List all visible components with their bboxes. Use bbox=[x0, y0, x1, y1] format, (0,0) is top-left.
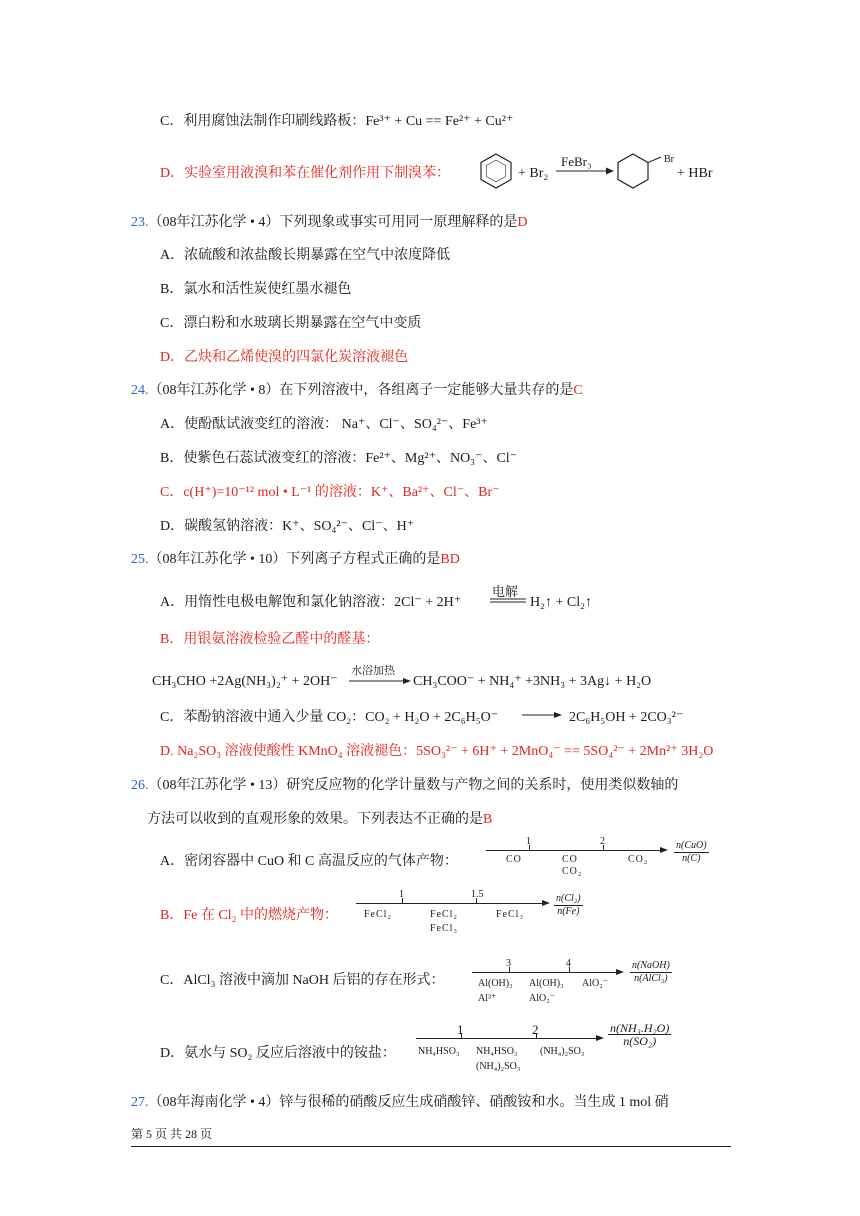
q27-stem-text: （08年海南化学 • 4）锌与很稀的硝酸反应生成硝酸锌、硝酸铵和水。当生成 1 mol 硝 bbox=[148, 1095, 669, 1110]
tick-label: 3 bbox=[506, 958, 511, 969]
q25-b-eq-left: CH₃CHO +2Ag(NH₃)₂⁺ + 2OH⁻ bbox=[152, 674, 338, 689]
q25-answer: BD bbox=[440, 552, 460, 567]
q22-d-reagent: + Br₂ bbox=[518, 166, 549, 181]
q25-number: 25. bbox=[131, 552, 149, 567]
axis-ratio-label bbox=[608, 1022, 671, 1047]
q25-option-c-left: C．苯酚钠溶液中通入少量 CO₂：CO₂ + H₂O + 2C₆H₅O⁻ bbox=[160, 710, 499, 725]
tick-label: 1 bbox=[399, 889, 404, 900]
q24-stem bbox=[131, 381, 583, 401]
q26-stem-text-2: 方法可以收到的直观形象的效果。下列表达不正确的是 bbox=[147, 812, 483, 827]
reaction-arrow-icon bbox=[556, 166, 614, 176]
q24-option-d: D．碳酸氢钠溶液：K⁺、SO₄²⁻、Cl⁻、H⁺ bbox=[160, 519, 415, 534]
q22-d-catalyst: FeBr₃ bbox=[561, 154, 592, 169]
benzene-ring-icon bbox=[478, 151, 514, 191]
footer-divider bbox=[131, 1146, 731, 1147]
q25-a-condition: 电解 bbox=[492, 584, 519, 599]
q24-option-b: B．使紫色石蕊试液变红的溶液：Fe²⁺、Mg²⁺、NO₃⁻、Cl⁻ bbox=[160, 451, 518, 466]
region-label: FeCl₂ bbox=[364, 909, 392, 920]
axis-ratio-label bbox=[630, 960, 672, 985]
region-label: CO bbox=[562, 854, 578, 865]
q23-number: 23. bbox=[131, 215, 149, 230]
tick-label: 2 bbox=[600, 836, 605, 847]
ratio-denominator: n(SO₂) bbox=[623, 1034, 657, 1048]
q25-option-a-left: A．用惰性电极电解饱和氯化钠溶液：2Cl⁻ + 2H⁺ bbox=[160, 595, 462, 610]
axis-ratio-label bbox=[674, 840, 709, 865]
q24-option-c: C．c(H⁺)=10⁻¹² mol • L⁻¹ 的溶液：K⁺、Ba²⁺、Cl⁻、Br⁻ bbox=[160, 485, 500, 500]
region-label: AlO₂⁻ bbox=[529, 993, 555, 1004]
tick-label: 1 bbox=[457, 1022, 464, 1037]
reaction-arrow-icon bbox=[349, 677, 411, 685]
q26-option-c-label: C．AlCl₃ 溶液中滴加 NaOH 后铝的存在形式： bbox=[160, 973, 445, 988]
ratio-numerator: n(NH₃.H₂O) bbox=[610, 1021, 670, 1035]
q23-answer: D bbox=[517, 215, 528, 230]
q27-stem bbox=[131, 1093, 669, 1113]
region-label: CO₂ bbox=[562, 866, 583, 877]
q24-number: 24. bbox=[131, 383, 149, 398]
q24-stem-text: （08年江苏化学 • 8）在下列溶液中，各组离子一定能够大量共存的是 bbox=[148, 383, 574, 398]
region-label: (NH₄)₂SO₃ bbox=[476, 1061, 521, 1072]
ratio-numerator: n(NaOH) bbox=[632, 960, 670, 971]
q26-stem-line2 bbox=[147, 810, 492, 830]
ratio-numerator: n(CuO) bbox=[676, 840, 707, 851]
q25-b-eq-condition: 水浴加热 bbox=[351, 665, 395, 677]
q24-option-a: A．使酚酞试液变红的溶液： Na⁺、Cl⁻、SO₄²⁻、Fe³⁺ bbox=[160, 417, 488, 432]
q23-option-c: C．漂白粉和水玻璃长期暴露在空气中变质 bbox=[160, 316, 422, 331]
tick-label: 1 bbox=[526, 836, 531, 847]
q25-stem bbox=[131, 550, 460, 570]
q22-d-product: + HBr bbox=[677, 166, 713, 181]
region-label: FeCl₃ bbox=[430, 923, 458, 934]
q26-option-b-label: B．Fe 在 Cl₂ 中的燃烧产物： bbox=[160, 908, 338, 923]
q25-option-a-right: H₂↑ + Cl₂↑ bbox=[530, 595, 592, 610]
region-label: Al(OH)₃ bbox=[529, 978, 564, 989]
tick-label: 1.5 bbox=[471, 889, 484, 900]
q26-number: 26. bbox=[131, 778, 149, 793]
region-label: CO₂ bbox=[628, 854, 649, 865]
q25-stem-text: （08年江苏化学 • 10）下列离子方程式正确的是 bbox=[148, 552, 441, 567]
q26-stem-text: （08年江苏化学 • 13）研究反应物的化学计量数与产物之间的关系时，使用类似数轴的 bbox=[148, 778, 679, 793]
q22-option-c: C．利用腐蚀法制作印刷线路板：Fe³⁺ + Cu == Fe²⁺ + Cu²⁺ bbox=[160, 114, 514, 129]
q23-option-b: B．氯水和活性炭使红墨水褪色 bbox=[160, 282, 352, 297]
q24-answer: C bbox=[573, 383, 583, 398]
ratio-numerator: n(Cl₂) bbox=[556, 893, 581, 904]
q26-option-a-label: A．密闭容器中 CuO 和 C 高温反应的气体产物： bbox=[160, 854, 458, 869]
axis-ratio-label bbox=[554, 893, 583, 918]
region-label: FeCl₃ bbox=[496, 909, 524, 920]
q27-number: 27. bbox=[131, 1095, 149, 1110]
q23-stem-text: （08年江苏化学 • 4）下列现象或事实可用同一原理解释的是 bbox=[148, 215, 518, 230]
reaction-arrow-icon bbox=[522, 711, 562, 719]
q23-stem bbox=[131, 213, 528, 233]
region-label: CO bbox=[506, 854, 522, 865]
q23-option-a: A．浓硫酸和浓盐酸长期暴露在空气中浓度降低 bbox=[160, 248, 451, 263]
region-label: AlO₂⁻ bbox=[582, 978, 608, 989]
q25-option-d: D. Na₂SO₃ 溶液使酸性 KMnO₄ 溶液褪色：5SO₃²⁻ + 6H⁺ + 2MnO₄⁻ == 5SO₄²⁻ + 2Mn²⁺ 3H₂O bbox=[160, 744, 714, 759]
ratio-denominator: n(AlCl₃) bbox=[634, 973, 668, 984]
q25-option-c-right: 2C₆H₅OH + 2CO₃²⁻ bbox=[569, 710, 684, 725]
ratio-denominator: n(Fe) bbox=[557, 906, 580, 917]
region-label: Al³⁺ bbox=[478, 993, 497, 1004]
q25-option-b: B．用银氨溶液检验乙醛中的醛基： bbox=[160, 632, 380, 647]
ratio-denominator: n(C) bbox=[682, 853, 701, 864]
q23-option-d: D．乙炔和乙烯使溴的四氯化炭溶液褪色 bbox=[160, 350, 409, 365]
q26-option-d-label: D．氨水与 SO₂ 反应后溶液中的铵盐： bbox=[160, 1046, 396, 1061]
tick-label: 4 bbox=[566, 958, 571, 969]
q25-b-eq-right: CH₃COO⁻ + NH₄⁺ +3NH₃ + 3Ag↓ + H₂O bbox=[413, 674, 652, 689]
region-label: NH₄HSO₃ bbox=[476, 1046, 518, 1057]
page-footer: 第 5 页 共 28 页 bbox=[131, 1127, 213, 1141]
region-label: (NH₄)₂SO₃ bbox=[540, 1046, 585, 1057]
region-label: Al(OH)₃ bbox=[478, 978, 513, 989]
q26-answer: B bbox=[483, 812, 493, 827]
q22-d-br-label: Br bbox=[664, 154, 674, 165]
q26-stem-line1 bbox=[131, 776, 678, 796]
q22-option-d: D．实验室用液溴和苯在催化剂作用下制溴苯： bbox=[160, 166, 451, 181]
equals-sign-icon bbox=[490, 598, 526, 604]
region-label: FeCl₂ bbox=[430, 909, 458, 920]
region-label: NH₄HSO₃ bbox=[418, 1046, 460, 1057]
tick-label: 2 bbox=[532, 1022, 539, 1037]
